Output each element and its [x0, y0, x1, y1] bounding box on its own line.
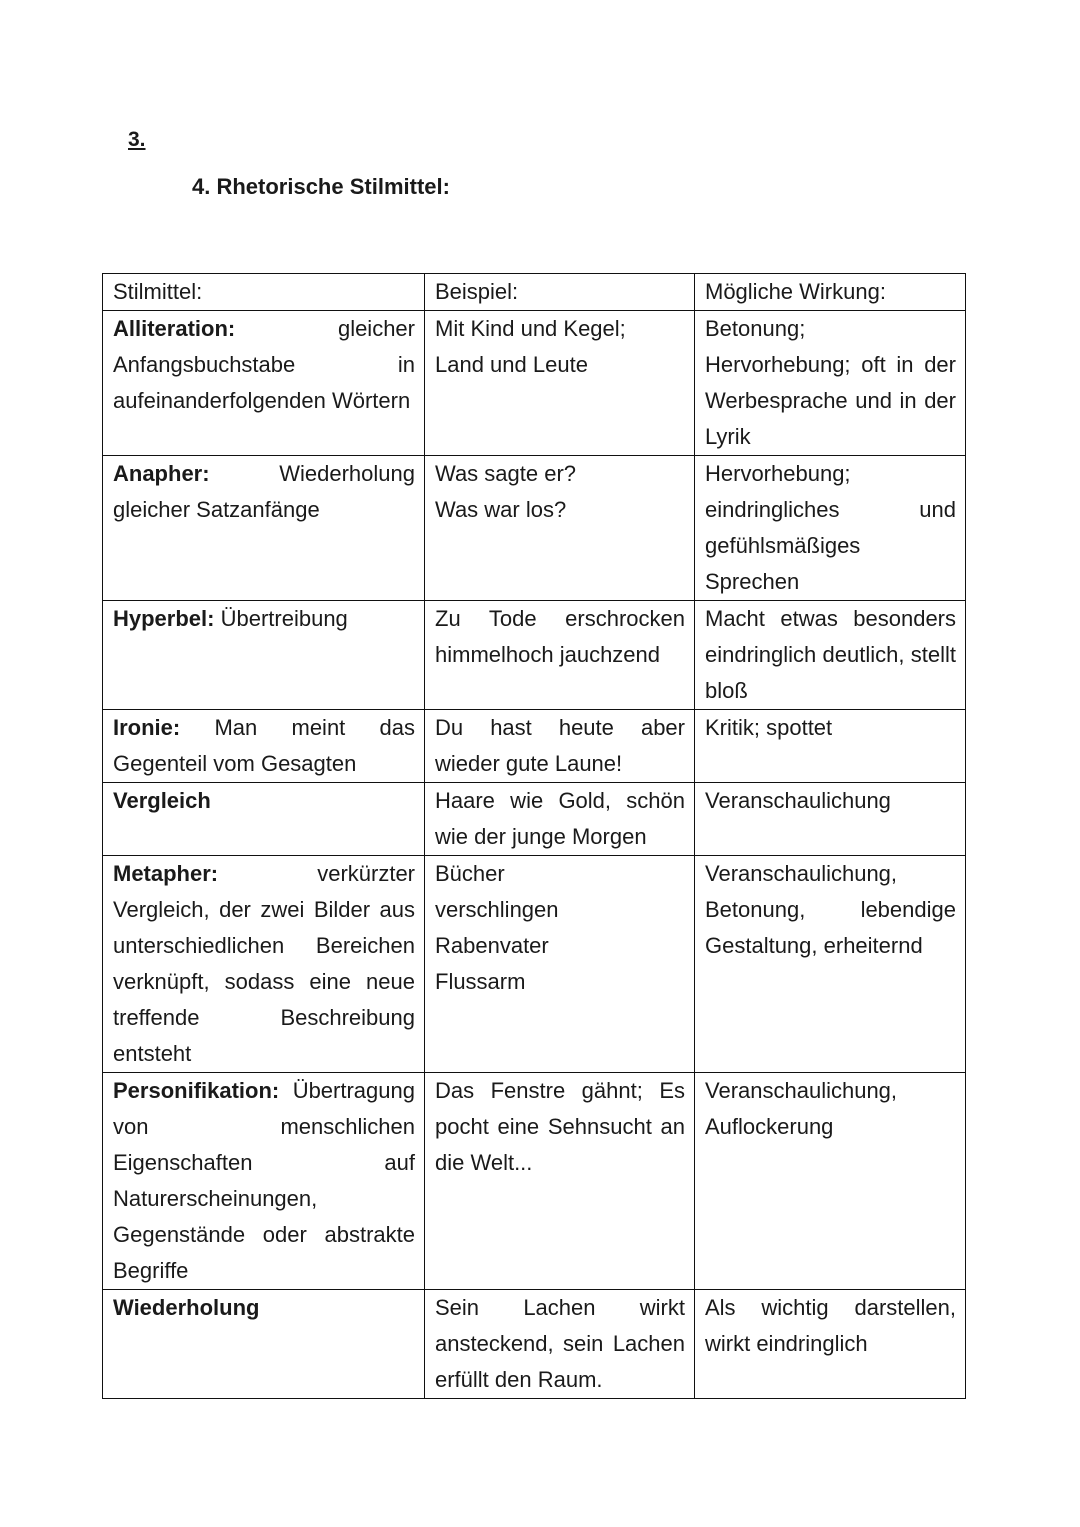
- header-beispiel: Beispiel:: [425, 274, 695, 311]
- stilmittel-cell: [103, 783, 425, 856]
- example-cell: [425, 1290, 695, 1399]
- table-row: [103, 856, 966, 1073]
- header-wirkung: Mögliche Wirkung:: [695, 274, 966, 311]
- definition: Übertreibung: [220, 606, 348, 631]
- definition: Man meint das Gegenteil vom Gesagten: [113, 715, 415, 776]
- section-title: 4. Rhetorische Stilmittel:: [192, 174, 450, 199]
- effect-cell: Veranschaulichung: [695, 783, 966, 856]
- example-cell: [425, 783, 695, 856]
- example-line: Flussarm: [435, 969, 526, 994]
- table-row: [103, 1290, 966, 1399]
- example-line: Was sagte er?: [435, 461, 577, 486]
- table-header-row: [103, 274, 966, 311]
- effect-cell: Betonung; Hervorhebung; oft in der Werbesprache und in der Lyrik: [695, 311, 966, 456]
- stilmittel-cell: [103, 1290, 425, 1399]
- example-line: Land und Leute: [435, 352, 588, 377]
- example-line: Zu Tode erschrocken himmelhoch jauchzend: [435, 606, 685, 667]
- definition: gleicher Anfangsbuchstabe in aufeinanderfolgenden Wörtern: [113, 316, 415, 413]
- stilmittel-cell: [103, 311, 425, 456]
- table-row: [103, 710, 966, 783]
- example-cell: [425, 601, 695, 710]
- definition: Wiederholung gleicher Satzanfänge: [113, 461, 415, 522]
- effect-cell: Veranschaulichung, Betonung, lebendige Gestaltung, erheiternd: [695, 856, 966, 1073]
- example-line: Bücher: [435, 861, 505, 886]
- term: Personifikation:: [113, 1078, 280, 1103]
- stilmittel-cell: [103, 710, 425, 783]
- example-cell: [425, 1073, 695, 1290]
- term: Anapher:: [113, 461, 210, 486]
- table-row: [103, 783, 966, 856]
- example-cell: [425, 710, 695, 783]
- effect-cell: Veranschaulichung, Auflockerung: [695, 1073, 966, 1290]
- stilmittel-cell: [103, 456, 425, 601]
- effect-cell: Kritik; spottet: [695, 710, 966, 783]
- term: Ironie:: [113, 715, 181, 740]
- definition: Übertragung von menschlichen Eigenschaften auf Naturerscheinungen, Gegenstände oder abstrakte Begriffe: [113, 1078, 415, 1283]
- table-row: [103, 311, 966, 456]
- table-row: [103, 1073, 966, 1290]
- example-cell: [425, 456, 695, 601]
- example-line: verschlingen: [435, 897, 559, 922]
- stilmittel-cell: [103, 1073, 425, 1290]
- example-line: Rabenvater: [435, 933, 549, 958]
- term: Wiederholung: [113, 1295, 260, 1320]
- stilmittel-table: [102, 273, 966, 1399]
- table-row: [103, 601, 966, 710]
- example-line: Das Fenstre gähnt; Es pocht eine Sehnsucht an die Welt...: [435, 1078, 685, 1175]
- term: Vergleich: [113, 788, 211, 813]
- stilmittel-cell: [103, 601, 425, 710]
- table-row: [103, 456, 966, 601]
- example-line: Mit Kind und Kegel;: [435, 316, 626, 341]
- term: Hyperbel:: [113, 606, 215, 631]
- effect-cell: Macht etwas besonders eindringlich deutlich, stellt bloß: [695, 601, 966, 710]
- example-line: Haare wie Gold, schön wie der junge Morgen: [435, 788, 685, 849]
- header-stilmittel: Stilmittel:: [103, 274, 425, 311]
- example-cell: [425, 311, 695, 456]
- definition: verkürzter Vergleich, der zwei Bilder aus unterschiedlichen Bereichen verknüpft, sodass eine neue treffende Beschreibung entsteht: [113, 861, 415, 1066]
- effect-cell: Hervorhebung; eindringliches und gefühlsmäßiges Sprechen: [695, 456, 966, 601]
- section-number: 3.: [128, 128, 146, 151]
- example-line: Was war los?: [435, 497, 567, 522]
- example-line: Du hast heute aber wieder gute Laune!: [435, 715, 685, 776]
- example-line: Sein Lachen wirkt ansteckend, sein Lachen erfüllt den Raum.: [435, 1295, 685, 1392]
- term: Alliteration:: [113, 316, 236, 341]
- example-cell: [425, 856, 695, 1073]
- effect-cell: Als wichtig darstellen, wirkt eindringlich: [695, 1290, 966, 1399]
- stilmittel-cell: [103, 856, 425, 1073]
- term: Metapher:: [113, 861, 219, 886]
